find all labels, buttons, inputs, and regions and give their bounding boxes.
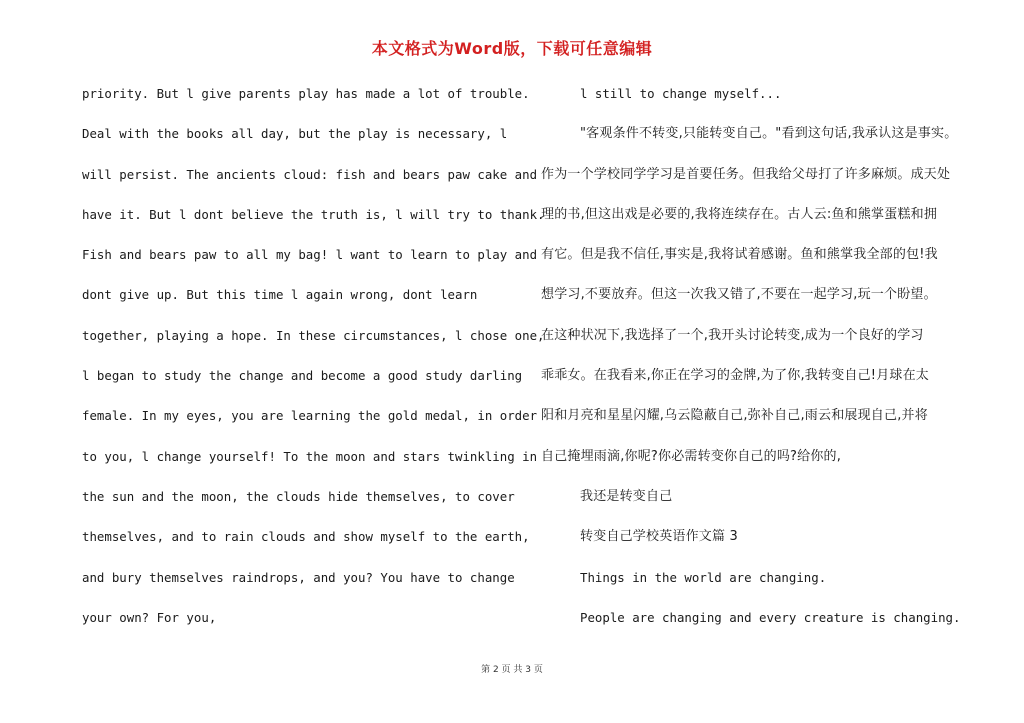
text-line: 在这种状况下,我选择了一个,我开头讨论转变,成为一个良好的学习: [541, 327, 924, 343]
text-line: 想学习,不要放弃。但这一次我又错了,不要在一起学习,玩一个盼望。: [541, 287, 937, 303]
text-line: have it. But l dont believe the truth is, l will try to thank.: [82, 206, 545, 222]
text-line: 理的书,但这出戏是必要的,我将连续存在。古人云:鱼和熊掌蛋糕和拥: [541, 206, 938, 222]
text-line: 作为一个学校同学学习是首要任务。但我给父母打了许多麻烦。成天处: [541, 166, 951, 182]
text-line: will persist. The ancients cloud: fish and bears paw cake and: [82, 166, 538, 182]
text-line: priority. But l give parents play has made a lot of trouble.: [82, 86, 530, 101]
text-line: and bury themselves raindrops, and you? You have to change: [82, 569, 515, 585]
text-line: to you, l change yourself! To the moon and stars twinkling in: [82, 448, 538, 464]
left-column: [82, 80, 545, 644]
text-line: 阳和月亮和星星闪耀,乌云隐蔽自己,弥补自己,雨云和展现自己,并将: [541, 408, 928, 424]
watermark-banner: 本文格式为Word版，下载可任意编辑: [371, 39, 653, 58]
text-line: People are changing and every creature is changing.: [580, 609, 961, 625]
right-column: [541, 80, 971, 644]
text-line: dont give up. But this time l again wrong, dont learn: [82, 287, 478, 303]
text-line: themselves, and to rain clouds and show myself to the earth,: [82, 529, 530, 545]
text-line: together, playing a hope. In these circumstances, l chose one,: [82, 327, 545, 343]
text-line: Deal with the books all day, but the play is necessary, l: [82, 126, 508, 142]
page-footer: 第 2 页 共 3 页: [481, 665, 543, 675]
text-line: the sun and the moon, the clouds hide themselves, to cover: [82, 488, 515, 504]
text-line: your own? For you,: [82, 609, 217, 625]
text-line: 自己掩埋雨滴,你呢?你必需转变你自己的吗?给你的,: [541, 448, 842, 464]
text-line: l began to study the change and become a good study darling: [82, 368, 523, 384]
text-line: 乖乖女。在我看来,你正在学习的金牌,为了你,我转变自己!月球在太: [541, 368, 930, 384]
text-line: 有它。但是我不信任,事实是,我将试着感谢。鱼和熊掌我全部的包!我: [541, 247, 938, 263]
text-line: 我还是转变自己: [580, 488, 673, 504]
text-line: l still to change myself...: [580, 86, 782, 101]
text-line: Things in the world are changing.: [580, 569, 827, 585]
text-line: "客观条件不转变,只能转变自己。"看到这句话,我承认这是事实。: [580, 126, 958, 142]
text-line: female. In my eyes, you are learning the gold medal, in order: [82, 408, 538, 424]
text-line: 转变自己学校英语作文篇 3: [580, 529, 739, 545]
text-line: Fish and bears paw to all my bag! l want to learn to play and: [82, 247, 538, 263]
